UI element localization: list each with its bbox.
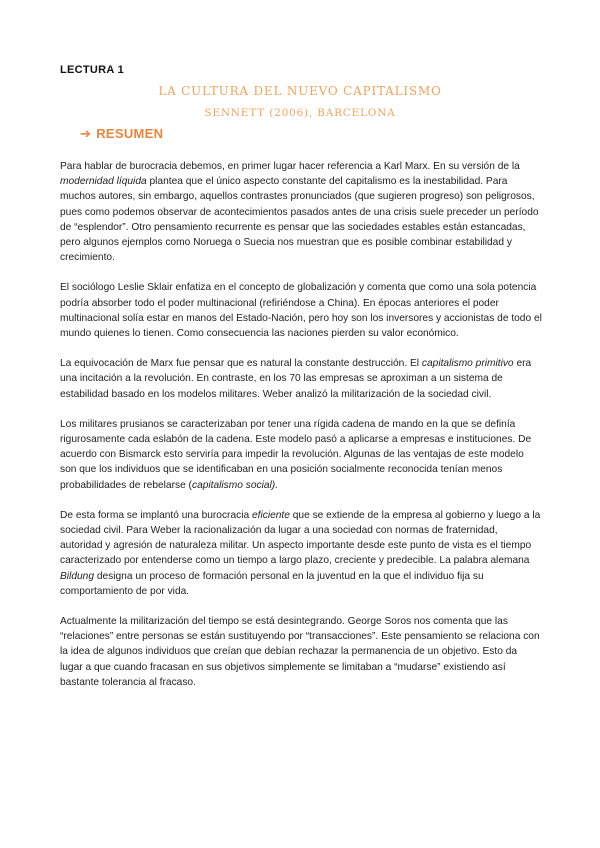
paragraph-text: Actualmente la militarización del tiempo se está desintegrando. George Soros nos comenta que las “relaciones” entre personas se están sustituyendo por “transacciones”. Este pensamiento se relaciona con la idea de algunos individuos que creían que debían rechazar la permanencia de un objetivo. Esto da lugar a que cuando fracasan en sus objetivos simplemente se limitaban a “mudarse” existiendo así bastante tolerancia al fracaso. xyxy=(60,616,540,688)
paragraph xyxy=(60,159,542,265)
paragraph-text: La equivocación de Marx fue pensar que es natural la constante destrucción. El xyxy=(60,358,422,370)
paragraph-text: que se extiende de la empresa al gobierno y luego a la sociedad civil. Para Weber la racionalización da lugar a una sociedad con normas de fraternidad, autoridad y agresión de naturaleza militar. Un aspecto importante desde este punto de vista es el tiempo caracterizado por entenderse como un tiempo a largo plazo, creciente y predecible. La palabra alemana xyxy=(60,509,541,567)
paragraph xyxy=(60,280,542,341)
paragraph xyxy=(60,614,542,690)
document-title: LA CULTURA DEL NUEVO CAPITALISMO xyxy=(158,84,442,98)
emphasis-text: capitalismo primitivo xyxy=(421,358,514,370)
paragraph xyxy=(60,356,542,402)
summary-body xyxy=(60,159,542,690)
document-subtitle: SENNETT (2006), BARCELONA xyxy=(204,107,396,119)
paragraph-text: El sociólogo Leslie Sklair enfatiza en el concepto de globalización y comenta que como una sola potencia podría absorber todo el poder multinacional (refiriéndose a China). En épocas anteriores el poder multinacional solía estar en manos del Estado-Nación, pero hoy son los inversores y accionistas de todo el mundo quienes lo tienen. Como consecuencia las naciones pierden su valor económico. xyxy=(60,282,542,340)
emphasis-text: Bildung xyxy=(60,570,94,582)
lecture-label: LECTURA 1 xyxy=(60,64,125,76)
paragraph-text: plantea que el único aspecto constante del capitalismo es la inestabilidad. Para muchos autores, sin embargo, aquellos contrastes pronunciados (que sugieren progreso) son peligrosos, pues como podemos observar de acontecimientos pasados antes de una crisis suele preceder un período de “esplendor”. Otro pensamiento recurrente es pensar que las sociedades estables están estancadas, pero algunos ejemplos como Noruega o Suecia nos muestran que es posible combinar estabilidad y crecimiento. xyxy=(60,176,539,264)
arrow-right-icon: ➔ xyxy=(80,126,92,141)
paragraph-text: Los militares prusianos se caracterizaban por tener una rígida cadena de mando en la que se definía rigurosamente cada eslabón de la cadena. Este modelo pasó a aplicarse a empresas e instituciones. De acuerdo con Bismarck esto serviría para impedir la revolución. Algunas de las ventajas de este modelo son que los individuos que se identificaban en una posición socialmente reconocida tenían menos probabilidades de rebelarse ( xyxy=(60,418,532,491)
emphasis-text: capitalismo social). xyxy=(191,479,279,491)
paragraph-text: Para hablar de burocracia debemos, en primer lugar hacer referencia a Karl Marx. En su versión de la xyxy=(60,161,520,172)
paragraph-text: designa un proceso de formación personal en la juventud en la que el individuo fija su comportamiento de por vida. xyxy=(60,570,484,597)
emphasis-text: modernidad líquida xyxy=(60,176,147,188)
paragraph-text: De esta forma se implantó una burocracia xyxy=(60,509,252,521)
emphasis-text: eficiente xyxy=(251,509,290,521)
paragraph xyxy=(60,508,542,599)
paragraph-text: era una incitación a la revolución. En contraste, en los 70 las empresas se aproximan a un sistema de estabilidad basado en los modelos militares. Weber analizó la militarización de la sociedad civil. xyxy=(60,358,532,400)
section-heading-label: RESUMEN xyxy=(96,126,164,141)
section-heading xyxy=(80,126,163,142)
paragraph xyxy=(60,417,542,493)
